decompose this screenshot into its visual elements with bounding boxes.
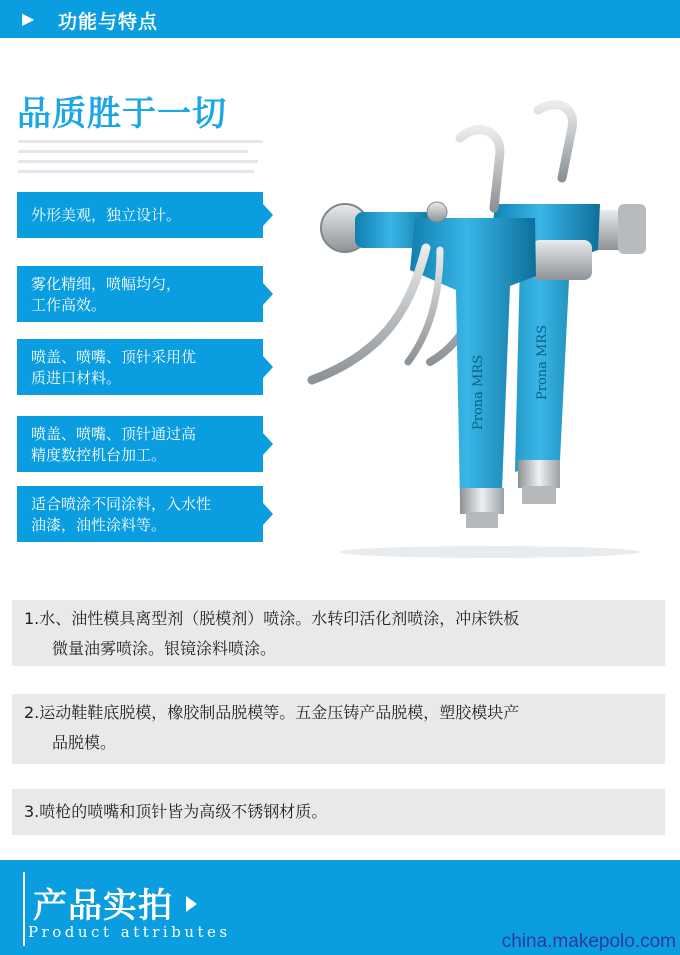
feature-text: 适合喷涂不同涂料，入水性 油漆，油性涂料等。 (31, 495, 212, 534)
section-title-cn: 产品实拍 (33, 886, 173, 926)
section-title-en: Product attributes (28, 923, 231, 941)
section-header (0, 0, 680, 38)
decorative-text-line (18, 140, 263, 143)
feature-item (17, 266, 263, 322)
triangle-right-icon (186, 896, 197, 912)
decorative-text-line (18, 170, 254, 173)
application-item (12, 600, 665, 666)
brand-label: Prona MRS (471, 354, 486, 430)
application-line: 1.水、油性模具离型剂（脱模剂）喷涂。水转印活化剂喷涂，冲床铁板 (24, 609, 520, 628)
spray-gun-photo (300, 100, 670, 570)
application-line: 3.喷枪的喷嘴和顶针皆为高级不锈钢材质。 (24, 802, 328, 821)
watermark: china.makepolo.com (501, 931, 676, 952)
application-line: 2.运动鞋鞋底脱模，橡胶制品脱模等。五金压铸产品脱模，塑胶模块产 (24, 703, 520, 722)
feature-item (17, 339, 263, 395)
section-title: 功能与特点 (58, 11, 159, 33)
triangle-right-icon: ▶ (22, 9, 35, 28)
application-item (12, 694, 665, 764)
brand-label: Prona MRS (535, 324, 550, 400)
application-item (12, 789, 665, 835)
decorative-text-line (18, 150, 248, 153)
feature-text: 喷盖、喷嘴、顶针采用优 质进口材料。 (31, 348, 197, 387)
feature-text: 雾化精细，喷幅均匀， 工作高效。 (31, 275, 182, 314)
application-line: 品脱模。 (52, 733, 117, 752)
feature-item (17, 192, 263, 238)
feature-item (17, 486, 263, 542)
decorative-text-line (18, 160, 258, 163)
feature-text: 喷盖、喷嘴、顶针通过高 精度数控机台加工。 (31, 425, 197, 464)
divider (23, 872, 25, 946)
hero-heading: 品质胜于一切 (17, 94, 227, 134)
feature-item (17, 416, 263, 472)
application-line: 微量油雾喷涂。银镜涂料喷涂。 (52, 639, 277, 658)
feature-text: 外形美观，独立设计。 (31, 206, 182, 224)
